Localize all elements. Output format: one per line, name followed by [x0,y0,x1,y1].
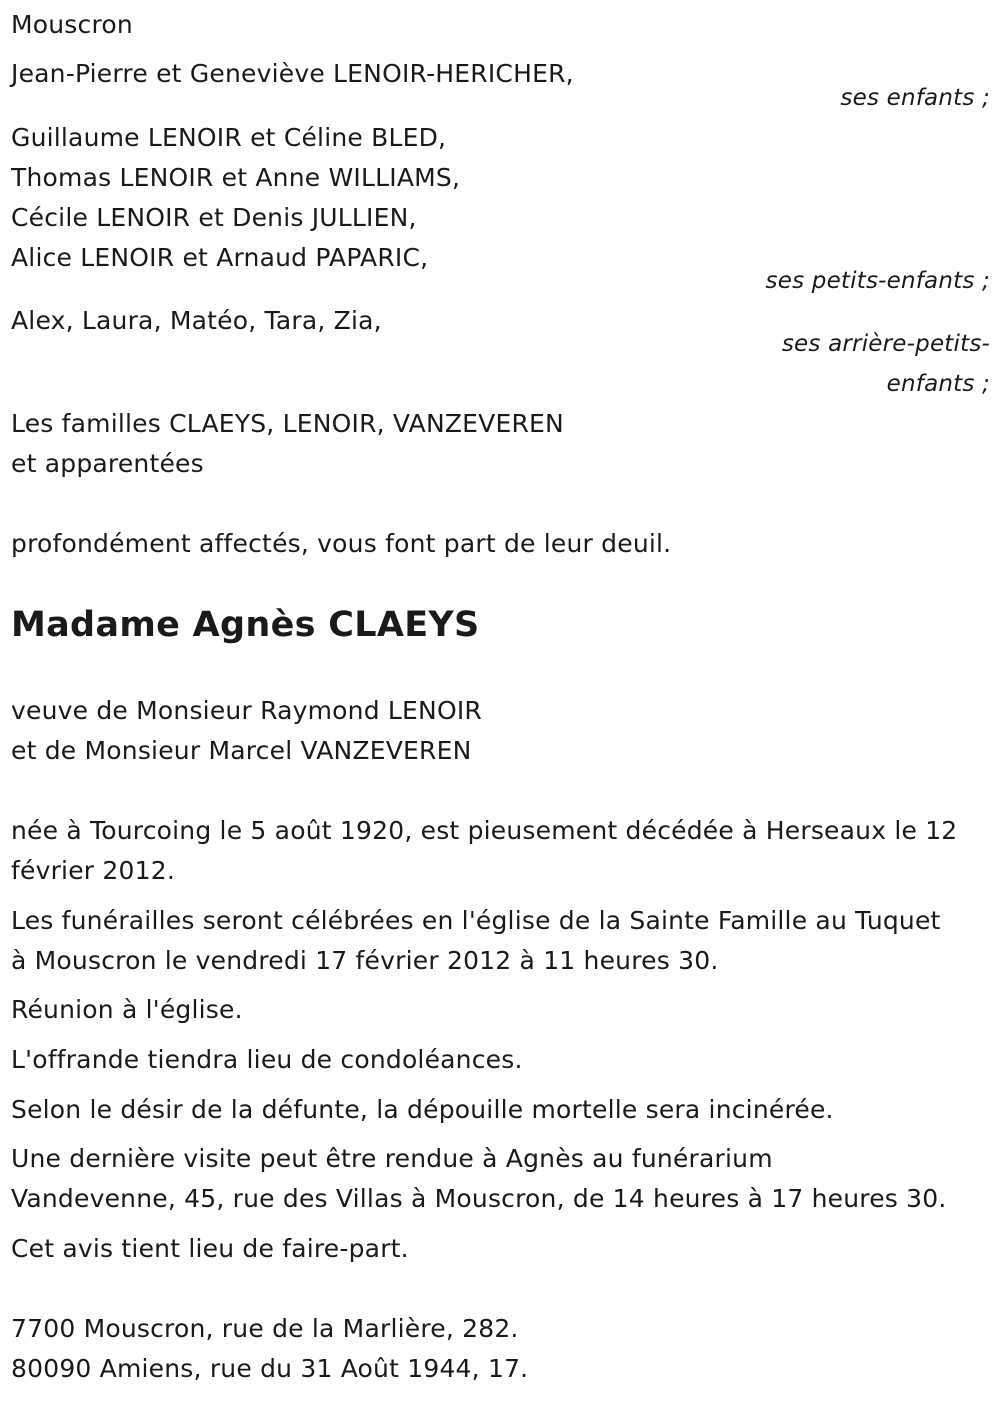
grandchild-line: Guillaume LENOIR et Céline BLED, [11,123,447,152]
notice-text: Cet avis tient lieu de faire-part. [11,1234,409,1263]
birth-death-line2: février 2012. [11,856,175,885]
funeral-line1: Les funérailles seront célébrées en l'église de la Sainte Famille au Tuquet [11,906,941,935]
cremation-text: Selon le désir de la défunte, la dépouille mortelle sera incinérée. [11,1095,834,1124]
grandchild-line: Alice LENOIR et Arnaud PAPARIC, [11,243,429,272]
widow-line2: et de Monsieur Marcel VANZEVEREN [11,736,472,765]
visit-line1: Une dernière visite peut être rendue à Agnès au funérarium [11,1144,773,1173]
great-grandchildren-role-line1: ses arrière-petits- [781,331,990,357]
great-grandchildren-role-line2: enfants ; [886,371,990,397]
children-role: ses enfants ; [840,85,990,111]
families-line1: Les familles CLAEYS, LENOIR, VANZEVEREN [11,409,564,438]
visit-line2: Vandevenne, 45, rue des Villas à Mouscron, de 14 heures à 17 heures 30. [11,1184,947,1213]
meeting-text: Réunion à l'église. [11,995,243,1024]
address-line: 80090 Amiens, rue du 31 Août 1944, 17. [11,1354,529,1383]
children-names: Jean-Pierre et Geneviève LENOIR-HERICHER, [11,59,574,88]
families-line2: et apparentées [11,449,204,478]
offering-text: L'offrande tiendra lieu de condoléances. [11,1045,523,1074]
city-heading: Mouscron [11,10,133,39]
widow-line1: veuve de Monsieur Raymond LENOIR [11,696,482,725]
grandchild-line: Thomas LENOIR et Anne WILLIAMS, [11,163,461,192]
grandchild-line: Cécile LENOIR et Denis JULLIEN, [11,203,417,232]
grandchildren-role: ses petits-enfants ; [765,268,990,294]
birth-death-line1: née à Tourcoing le 5 août 1920, est pieusement décédée à Herseaux le 12 [11,816,958,845]
announcement-text: profondément affectés, vous font part de leur deuil. [11,529,672,558]
address-line: 7700 Mouscron, rue de la Marlière, 282. [11,1314,519,1343]
deceased-name: Madame Agnès CLAEYS [11,605,480,645]
great-grandchildren-names: Alex, Laura, Matéo, Tara, Zia, [11,306,382,335]
funeral-line2: à Mouscron le vendredi 17 février 2012 à 11 heures 30. [11,946,719,975]
